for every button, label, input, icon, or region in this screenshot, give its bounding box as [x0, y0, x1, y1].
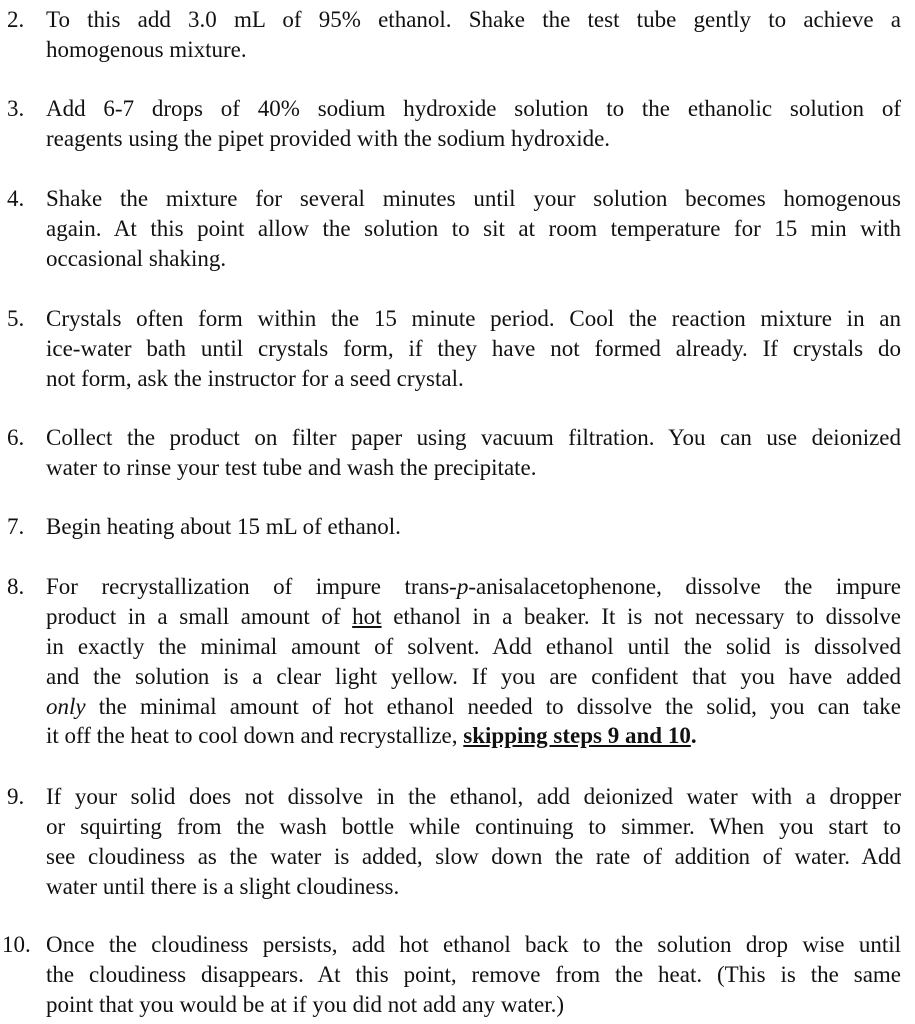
text-line	[46, 721, 901, 751]
step-text	[46, 423, 901, 483]
step-text	[46, 572, 901, 751]
text-line: If your solid does not dissolve in the ethanol, add deionized water with a dropper	[46, 784, 901, 809]
step-number: 9.	[7, 784, 25, 809]
text-run: For recrystallization of impure trans-	[46, 574, 457, 599]
step-text	[46, 304, 901, 394]
text-line: Collect the product on filter paper using vacuum filtration. You can use deionized	[46, 425, 901, 450]
step-text	[46, 5, 901, 65]
step-number: 8.	[7, 574, 25, 599]
text-line: Once the cloudiness persists, add hot ethanol back to the solution drop wise until	[46, 932, 901, 957]
underlined-hot: hot	[352, 603, 382, 629]
step-number: 2.	[7, 7, 25, 32]
step-text	[46, 930, 901, 1020]
step-number: 4.	[7, 186, 25, 211]
text-line: ice-water bath until crystals form, if they have not formed already. If crystals do	[46, 335, 901, 361]
text-run: the minimal amount of hot ethanol needed to dissolve the solid, you can take	[85, 693, 901, 719]
text-line: not form, ask the instructor for a seed crystal.	[46, 365, 464, 391]
text-line: To this add 3.0 mL of 95% ethanol. Shake the test tube gently to achieve a	[46, 7, 901, 32]
text-run: -anisalacetophenone, dissolve the impure	[468, 574, 901, 599]
step-text	[46, 184, 901, 274]
step-text	[46, 782, 901, 902]
text-line	[46, 572, 901, 602]
text-line: reagents using the pipet provided with the sodium hydroxide.	[46, 125, 611, 151]
italic-para-prefix: p	[456, 574, 469, 599]
step-number: 10.	[2, 932, 31, 957]
text-line: or squirting from the wash bottle while continuing to simmer. When you start to	[46, 813, 901, 839]
step-number: 7.	[7, 514, 25, 539]
text-line: Crystals often form within the 15 minute period. Cool the reaction mixture in an	[46, 306, 901, 331]
text-run: it off the heat to cool down and recrystallize,	[46, 723, 464, 749]
text-line: the cloudiness disappears. At this point, remove from the heat. (This is the same	[46, 961, 901, 987]
emphasis-skip-steps: skipping steps 9 and 10	[463, 723, 691, 749]
text-line: in exactly the minimal amount of solvent. Add ethanol until the solid is dissolved	[46, 633, 901, 659]
text-line: see cloudiness as the water is added, slow down the rate of addition of water. Add	[46, 843, 901, 869]
text-run: ethanol in a beaker. It is not necessary to dissolve	[381, 603, 901, 629]
text-line: and the solution is a clear light yellow. If you are confident that you have added	[46, 663, 901, 689]
text-run: .	[690, 723, 697, 749]
step-text	[46, 512, 901, 542]
text-line: again. At this point allow the solution to sit at room temperature for 15 min with	[46, 215, 901, 241]
step-number: 5.	[7, 306, 25, 331]
text-line: Shake the mixture for several minutes until your solution becomes homogenous	[46, 186, 901, 211]
text-line: Begin heating about 15 mL of ethanol.	[46, 514, 401, 539]
italic-only: only	[46, 693, 86, 719]
text-line	[46, 692, 901, 722]
step-number: 3.	[7, 96, 25, 121]
step-text	[46, 94, 901, 154]
text-line: homogenous mixture.	[46, 36, 247, 62]
text-line: Add 6-7 drops of 40% sodium hydroxide solution to the ethanolic solution of	[46, 96, 901, 121]
text-line	[46, 602, 901, 632]
text-run: product in a small amount of	[46, 603, 353, 629]
step-number: 6.	[7, 425, 25, 450]
text-line: point that you would be at if you did not add any water.)	[46, 991, 565, 1017]
text-line: water to rinse your test tube and wash the precipitate.	[46, 454, 537, 480]
text-line: water until there is a slight cloudiness.	[46, 873, 400, 899]
text-line: occasional shaking.	[46, 245, 227, 271]
